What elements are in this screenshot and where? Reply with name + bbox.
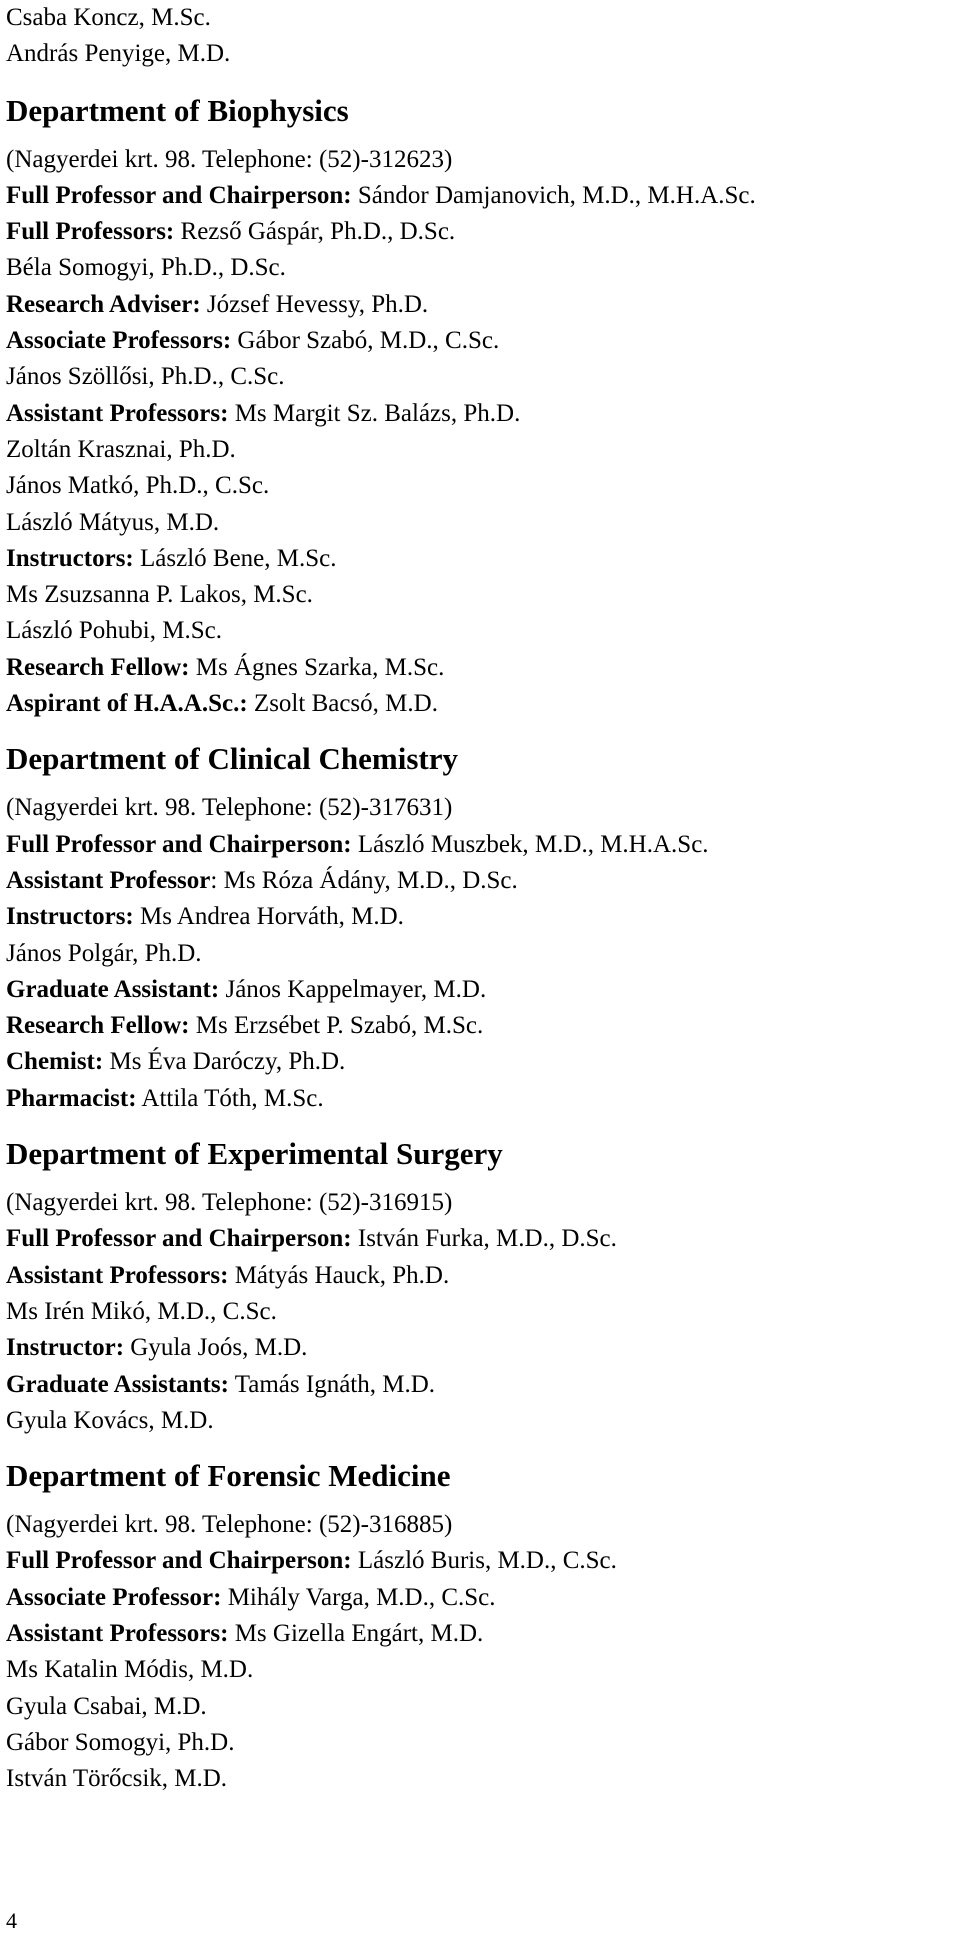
staff-line bbox=[6, 1221, 954, 1257]
role-label: Full Professor and Chairperson: bbox=[6, 1547, 352, 1575]
department-section bbox=[6, 741, 954, 1117]
staff-name: Gyula Kovács, M.D. bbox=[6, 1406, 214, 1434]
staff-name: Attila Tóth, M.Sc. bbox=[136, 1084, 324, 1112]
staff-line bbox=[6, 214, 954, 250]
department-address bbox=[6, 1185, 954, 1221]
staff-name: Gyula Joós, M.D. bbox=[124, 1334, 308, 1362]
staff-line bbox=[6, 1725, 954, 1761]
staff-name: Gyula Csabai, M.D. bbox=[6, 1692, 207, 1720]
staff-name: Tamás Ignáth, M.D. bbox=[228, 1370, 436, 1398]
role-label: Instructors: bbox=[6, 544, 134, 572]
staff-line bbox=[6, 686, 954, 722]
role-label: Assistant Professors: bbox=[6, 1261, 229, 1289]
staff-line bbox=[6, 1403, 954, 1439]
staff-line bbox=[6, 541, 954, 577]
staff-name: Ms Andrea Horváth, M.D. bbox=[133, 903, 404, 931]
staff-line bbox=[6, 1008, 954, 1044]
staff-name: László Buris, M.D., C.Sc. bbox=[351, 1547, 617, 1575]
page-number: 4 bbox=[6, 1908, 17, 1933]
role-label: Research Fellow: bbox=[6, 653, 190, 681]
role-label: Full Professor and Chairperson: bbox=[6, 1225, 352, 1253]
staff-line bbox=[6, 432, 954, 468]
staff-name: János Matkó, Ph.D., C.Sc. bbox=[6, 472, 270, 500]
role-label: Full Professor and Chairperson: bbox=[6, 830, 352, 858]
department-section bbox=[6, 93, 954, 723]
staff-name: Sándor Damjanovich, M.D., M.H.A.Sc. bbox=[351, 181, 756, 209]
staff-line bbox=[6, 577, 954, 613]
staff-line bbox=[6, 613, 954, 649]
staff-name: János Polgár, Ph.D. bbox=[6, 939, 202, 967]
staff-name: István Furka, M.D., D.Sc. bbox=[351, 1225, 617, 1253]
staff-line bbox=[6, 1258, 954, 1294]
staff-name: Zoltán Krasznai, Ph.D. bbox=[6, 435, 236, 463]
role-label: Pharmacist: bbox=[6, 1084, 137, 1112]
staff-name: József Hevessy, Ph.D. bbox=[200, 290, 429, 318]
staff-line bbox=[6, 936, 954, 972]
department-title: Department of Biophysics bbox=[6, 92, 349, 128]
staff-name: Ms Éva Daróczy, Ph.D. bbox=[103, 1048, 346, 1076]
role-label: Research Fellow: bbox=[6, 1012, 190, 1040]
staff-line bbox=[6, 1294, 954, 1330]
department-address bbox=[6, 1507, 954, 1543]
staff-line bbox=[6, 827, 954, 863]
staff-name: Rezső Gáspár, Ph.D., D.Sc. bbox=[174, 218, 456, 246]
role-label: Graduate Assistant: bbox=[6, 975, 220, 1003]
staff-name: Ms Ágnes Szarka, M.Sc. bbox=[189, 653, 445, 681]
staff-line bbox=[6, 1689, 954, 1725]
staff-line bbox=[6, 505, 954, 541]
staff-line: Csaba Koncz, M.Sc. bbox=[6, 4, 211, 31]
role-label: Chemist: bbox=[6, 1048, 104, 1076]
staff-name: Ms Erzsébet P. Szabó, M.Sc. bbox=[189, 1012, 484, 1040]
staff-name: Ms Katalin Módis, M.D. bbox=[6, 1656, 254, 1684]
staff-line bbox=[6, 899, 954, 935]
staff-line bbox=[6, 1543, 954, 1579]
staff-name: László Mátyus, M.D. bbox=[6, 508, 220, 536]
staff-line bbox=[6, 1081, 954, 1117]
staff-name: (Nagyerdei krt. 98. Telephone: (52)-312623) bbox=[6, 145, 453, 173]
staff-line: András Penyige, M.D. bbox=[6, 40, 231, 68]
staff-line bbox=[6, 250, 954, 286]
role-label: Full Professor and Chairperson: bbox=[6, 181, 352, 209]
role-label: Instructor: bbox=[6, 1334, 125, 1362]
staff-name: Ms Gizella Engárt, M.D. bbox=[228, 1619, 484, 1647]
staff-name: Zsolt Bacsó, M.D. bbox=[247, 690, 438, 718]
staff-line bbox=[6, 1330, 954, 1366]
staff-line bbox=[6, 287, 954, 323]
staff-line bbox=[6, 1652, 954, 1688]
role-label: Assistant Professors: bbox=[6, 399, 229, 427]
role-label: Instructors: bbox=[6, 903, 134, 931]
staff-line bbox=[6, 323, 954, 359]
staff-name: Béla Somogyi, Ph.D., D.Sc. bbox=[6, 254, 286, 282]
department-section bbox=[6, 1136, 954, 1439]
staff-line bbox=[6, 1616, 954, 1652]
staff-name: : Ms Róza Ádány, M.D., D.Sc. bbox=[210, 866, 518, 894]
staff-name: Gábor Szabó, M.D., C.Sc. bbox=[231, 327, 500, 355]
staff-line bbox=[6, 359, 954, 395]
role-label: Graduate Assistants: bbox=[6, 1370, 229, 1398]
staff-name: István Törőcsik, M.D. bbox=[6, 1765, 228, 1793]
staff-name: (Nagyerdei krt. 98. Telephone: (52)-317631) bbox=[6, 794, 453, 822]
staff-name: László Muszbek, M.D., M.H.A.Sc. bbox=[351, 830, 709, 858]
role-label: Assistant Professor bbox=[6, 866, 211, 894]
role-label: Associate Professor: bbox=[6, 1583, 222, 1611]
role-label: Assistant Professors: bbox=[6, 1619, 229, 1647]
staff-line bbox=[6, 1761, 954, 1797]
staff-line bbox=[6, 1367, 954, 1403]
staff-line bbox=[6, 972, 954, 1008]
staff-line bbox=[6, 1580, 954, 1616]
role-label: Research Adviser: bbox=[6, 290, 201, 318]
staff-name: Ms Zsuzsanna P. Lakos, M.Sc. bbox=[6, 581, 313, 609]
role-label: Full Professors: bbox=[6, 218, 175, 246]
department-title: Department of Experimental Surgery bbox=[6, 1136, 503, 1172]
staff-name: Mihály Varga, M.D., C.Sc. bbox=[221, 1583, 496, 1611]
staff-line bbox=[6, 650, 954, 686]
staff-line bbox=[6, 396, 954, 432]
staff-name: János Szöllősi, Ph.D., C.Sc. bbox=[6, 363, 285, 391]
role-label: Associate Professors: bbox=[6, 327, 232, 355]
staff-name: Ms Margit Sz. Balázs, Ph.D. bbox=[228, 399, 521, 427]
staff-name: Gábor Somogyi, Ph.D. bbox=[6, 1728, 235, 1756]
department-address bbox=[6, 142, 954, 178]
document-page bbox=[6, 0, 954, 1797]
staff-name: László Bene, M.Sc. bbox=[133, 544, 337, 572]
staff-name: Ms Irén Mikó, M.D., C.Sc. bbox=[6, 1297, 277, 1325]
role-label: Aspirant of H.A.A.Sc.: bbox=[6, 690, 248, 718]
department-title: Department of Forensic Medicine bbox=[6, 1458, 451, 1494]
staff-line bbox=[6, 863, 954, 899]
staff-name: (Nagyerdei krt. 98. Telephone: (52)-316915) bbox=[6, 1189, 453, 1217]
staff-line bbox=[6, 1044, 954, 1080]
department-title: Department of Clinical Chemistry bbox=[6, 741, 458, 777]
intro-staff-list bbox=[6, 0, 954, 73]
staff-name: (Nagyerdei krt. 98. Telephone: (52)-316885) bbox=[6, 1511, 453, 1539]
staff-name: Mátyás Hauck, Ph.D. bbox=[228, 1261, 450, 1289]
staff-line bbox=[6, 178, 954, 214]
department-section bbox=[6, 1458, 954, 1797]
staff-name: János Kappelmayer, M.D. bbox=[219, 975, 487, 1003]
staff-name: László Pohubi, M.Sc. bbox=[6, 617, 222, 645]
staff-line bbox=[6, 468, 954, 504]
department-address bbox=[6, 790, 954, 826]
departments-list bbox=[6, 93, 954, 1798]
